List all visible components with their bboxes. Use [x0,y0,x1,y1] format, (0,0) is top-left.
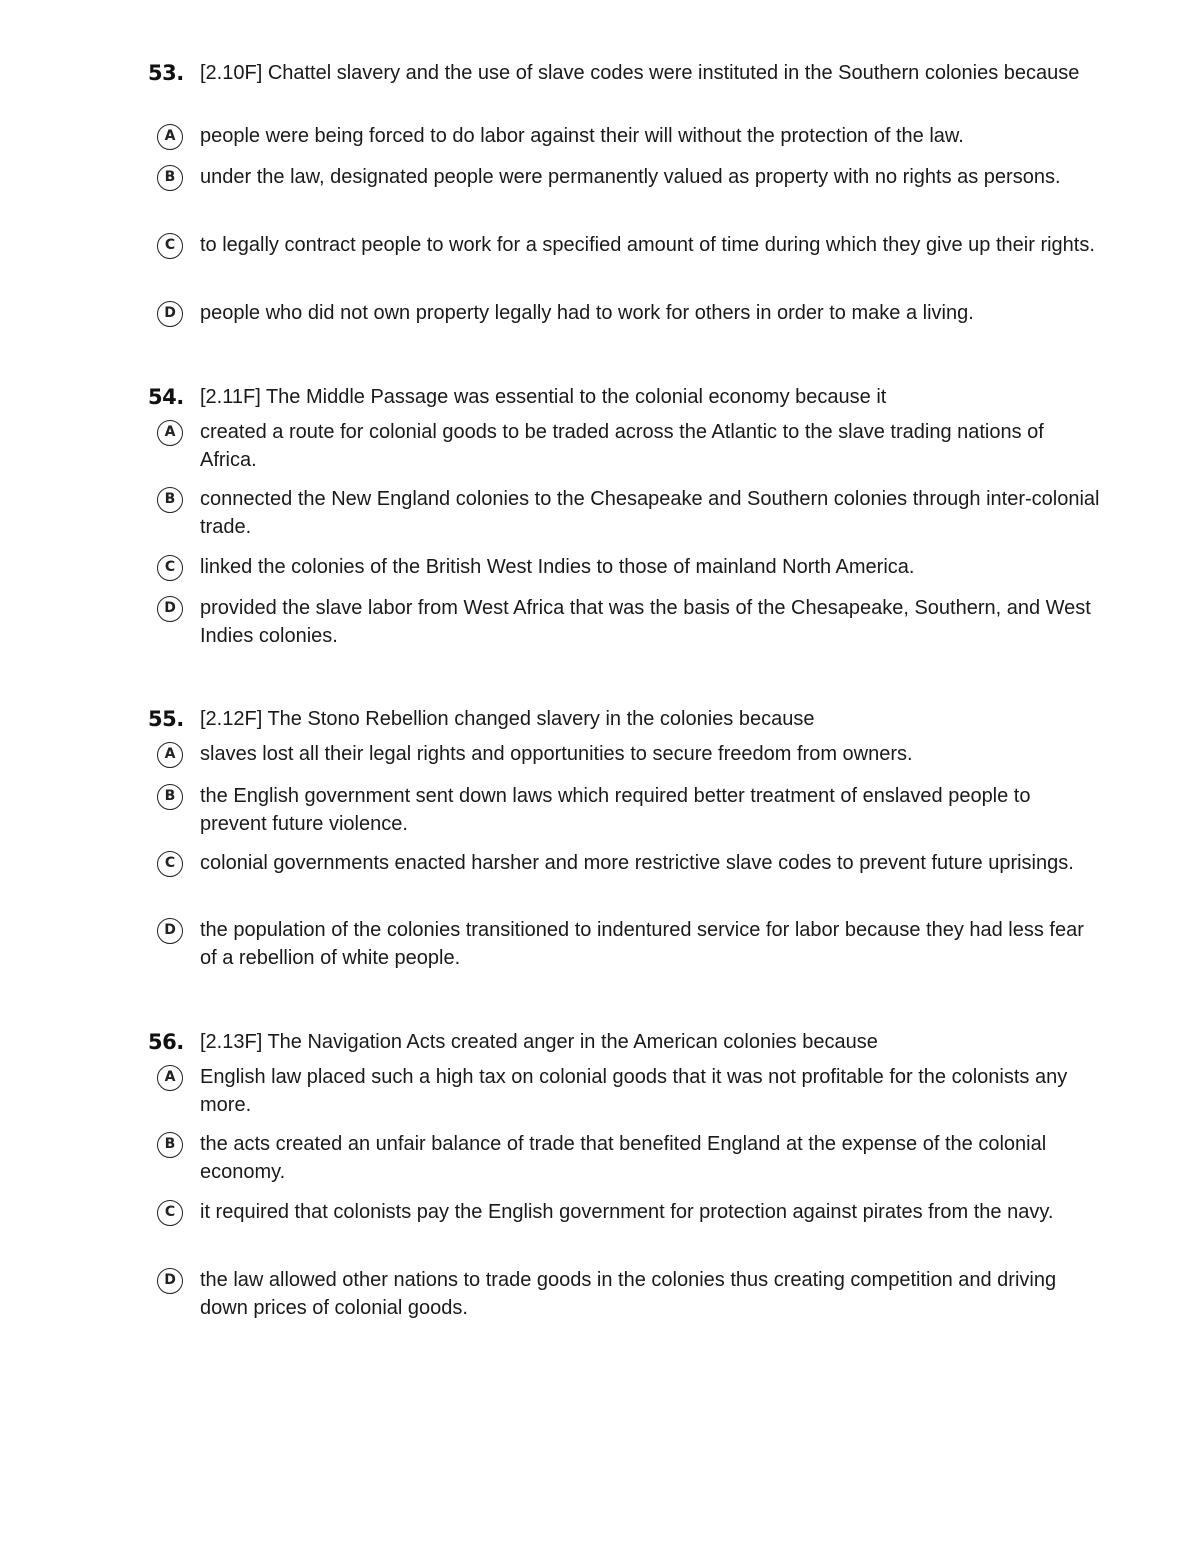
choice-letter-circle[interactable]: D [157,1268,183,1294]
choice-letter-circle[interactable]: D [157,301,183,327]
choice-text: people were being forced to do labor against their will without the protection of the law. [200,125,964,147]
choice-letter-circle[interactable]: C [157,233,183,259]
choice-text: people who did not own property legally had to work for others in order to make a living. [200,302,974,324]
question-stem: [2.10F] Chattel slavery and the use of slave codes were instituted in the Southern colonies because [200,62,1080,84]
choice-letter-circle[interactable]: A [157,1065,183,1091]
choice-text: the population of the colonies transitioned to indentured service for labor because they had less fear of a rebellion of white people. [200,919,1084,969]
question-number: 53. [148,61,184,85]
choice-text: to legally contract people to work for a specified amount of time during which they give up their rights. [200,234,1095,256]
choice-letter-circle[interactable]: A [157,742,183,768]
choice-letter-circle[interactable]: C [157,851,183,877]
choice-letter-circle[interactable]: C [157,555,183,581]
choice-text: it required that colonists pay the English government for protection against pirates from the navy. [200,1201,1054,1223]
question-stem: [2.13F] The Navigation Acts created anger in the American colonies because [200,1031,878,1053]
choice-letter-circle[interactable]: D [157,918,183,944]
choice-text: the English government sent down laws which required better treatment of enslaved people to prevent future violence. [200,785,1031,835]
choice-text: the law allowed other nations to trade goods in the colonies thus creating competition and driving down prices of colonial goods. [200,1269,1057,1319]
choice-letter-circle[interactable]: A [157,420,183,446]
choice-text: colonial governments enacted harsher and more restrictive slave codes to prevent future uprisings. [200,852,1074,874]
choice-text: created a route for colonial goods to be traded across the Atlantic to the slave trading nations of Africa. [200,421,1044,471]
question-number: 55. [148,707,184,731]
question-stem: [2.12F] The Stono Rebellion changed slavery in the colonies because [200,708,815,730]
choice-letter-circle[interactable]: B [157,165,183,191]
choice-letter-circle[interactable]: B [157,1132,183,1158]
choice-text: English law placed such a high tax on colonial goods that it was not profitable for the colonists any more. [200,1066,1068,1116]
choice-text: linked the colonies of the British West Indies to those of mainland North America. [200,556,915,578]
choice-text: provided the slave labor from West Africa that was the basis of the Chesapeake, Southern, and West Indies colonies. [200,597,1091,647]
choice-letter-circle[interactable]: D [157,596,183,622]
choice-text: under the law, designated people were permanently valued as property with no rights as persons. [200,166,1061,188]
choice-text: connected the New England colonies to the Chesapeake and Southern colonies through inter-colonial trade. [200,488,1100,538]
choice-letter-circle[interactable]: C [157,1200,183,1226]
choice-letter-circle[interactable]: A [157,124,183,150]
question-number: 56. [148,1030,184,1054]
choice-text: slaves lost all their legal rights and opportunities to secure freedom from owners. [200,743,913,765]
choice-letter-circle[interactable]: B [157,487,183,513]
question-number: 54. [148,385,184,409]
choice-letter-circle[interactable]: B [157,784,183,810]
choice-text: the acts created an unfair balance of trade that benefited England at the expense of the colonial economy. [200,1133,1047,1183]
question-stem: [2.11F] The Middle Passage was essential to the colonial economy because it [200,386,887,408]
